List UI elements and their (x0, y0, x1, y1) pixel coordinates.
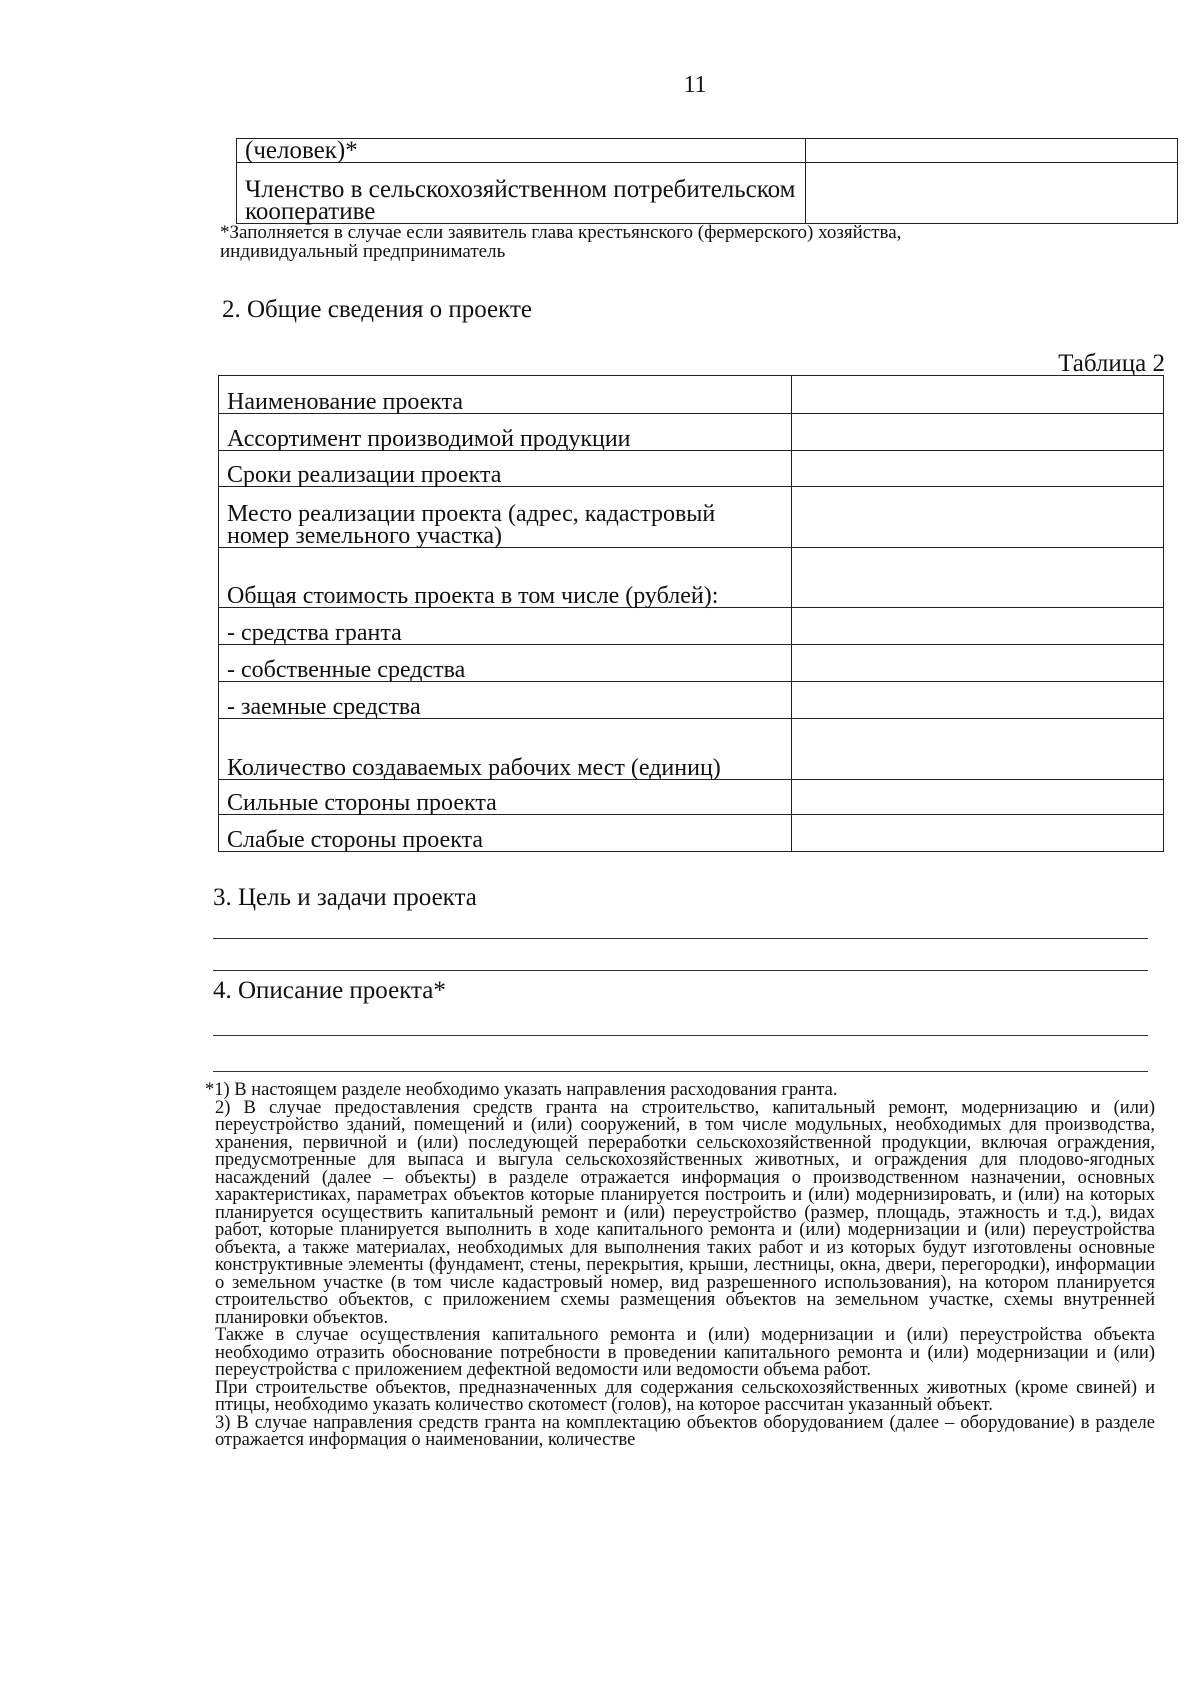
row-value (806, 163, 1178, 224)
section-heading: 4. Описание проекта* (213, 977, 446, 1004)
table-row (237, 163, 1178, 224)
table-row (219, 682, 1164, 719)
table-row (219, 719, 1164, 780)
page-number: 11 (683, 72, 707, 98)
project-info-table (218, 375, 1164, 852)
table-row (219, 608, 1164, 645)
footnote-paragraph: 3) В случае направления средств гранта на комплектацию объектов оборудованием (далее – оборудование) в разделе отражается информация о наименовании, количестве (215, 1412, 1155, 1450)
blank-line (213, 1071, 1148, 1072)
table-row (219, 815, 1164, 852)
blank-line (213, 938, 1148, 939)
footnote-line: *Заполняется в случае если заявитель глава крестьянского (фермерского) хозяйства, (220, 222, 902, 243)
row-value (792, 645, 1164, 682)
row-value (792, 451, 1164, 487)
row-label: Наименование проекта (219, 376, 792, 414)
footnote-paragraph: Также в случае осуществления капитального ремонта и (или) модернизации и (или) переустройства объекта необходимо отразить обоснование потребности в проведении капитального ремонта и (или) модернизации и (или) переустройства с приложением дефектной ведомости или ведомости объема работ. (215, 1325, 1155, 1380)
table-row (219, 414, 1164, 451)
row-value (792, 414, 1164, 451)
row-label: Ассортимент производимой продукции (219, 414, 792, 451)
table-row (219, 645, 1164, 682)
row-label: Сильные стороны проекта (219, 780, 792, 815)
footnote-line: индивидуальный предприниматель (220, 241, 506, 262)
row-value (792, 548, 1164, 608)
row-label: - средства гранта (219, 608, 792, 645)
row-value (792, 719, 1164, 780)
footnote-paragraph: 2) В случае предоставления средств гранта на строительство, капитальный ремонт, модернизацию и (или) переустройство зданий, помещений и (или) сооружений, в том числе модульных, необходимых для производства, хранения, первичной и (или) последующей переработки сельскохозяйственной продукции, включая ограждения, предусмотренные для выпаса и выгула сельскохозяйственных животных, и ограждения для плодово-ягодных насаждений (далее – объекты) в разделе отражается информация о производственном назначении, основных характеристиках, параметрах объектов которые планируется построить и (или) модернизировать, и (или) на которых планируется осуществить капитальный ремонт и (или) переустройство (размер, площадь, этажность и т.д.), видах работ, которые планируется выполнить в ходе капитального ремонта и (или) модернизации и (или) переустройства объекта, а также материалах, необходимых для выполнения таких работ и из которых будут изготовлены основные конструктивные элементы (фундамент, стены, перекрытия, крыши, лестницы, окна, двери, перегородки), информации о земельном участке (в том числе кадастровый номер, вид разрешенного использования), на котором планируется строительство объектов, с приложением схемы размещения объектов на земельном участке, схемы внутренней планировки объектов. (215, 1097, 1155, 1328)
table-row (219, 548, 1164, 608)
table-row (237, 139, 1178, 163)
applicant-info-table (236, 138, 1178, 224)
table-row (219, 780, 1164, 815)
row-value (792, 682, 1164, 719)
blank-line (213, 970, 1148, 971)
table-row (219, 376, 1164, 414)
row-value (792, 608, 1164, 645)
applicant-footnote (220, 223, 1175, 261)
section-heading: 2. Общие сведения о проекте (222, 296, 532, 323)
row-label: Общая стоимость проекта в том числе (рублей): (219, 548, 792, 608)
row-label: - собственные средства (219, 645, 792, 682)
row-value (792, 780, 1164, 815)
table-row (219, 451, 1164, 487)
footnote-paragraph: При строительстве объектов, предназначенных для содержания сельскохозяйственных животных (кроме свиней) и птицы, необходимо указать количество скотомест (голов), на которое рассчитан указанный объект. (215, 1377, 1155, 1415)
row-label: (человек)* (237, 139, 806, 163)
row-label: Членство в сельскохозяйственном потребительском кооперативе (237, 163, 806, 224)
row-label: Место реализации проекта (адрес, кадастровый номер земельного участка) (219, 487, 792, 548)
footnotes (205, 1082, 1155, 1450)
table-row (219, 487, 1164, 548)
section-heading: 3. Цель и задачи проекта (213, 884, 477, 911)
row-value (792, 376, 1164, 414)
blank-line (213, 1035, 1148, 1036)
row-label: Количество создаваемых рабочих мест (единиц) (219, 719, 792, 780)
row-label: Слабые стороны проекта (219, 815, 792, 852)
row-value (792, 815, 1164, 852)
row-label: - заемные средства (219, 682, 792, 719)
table-caption: Таблица 2 (1058, 350, 1165, 377)
row-value (792, 487, 1164, 548)
row-value (806, 139, 1178, 163)
row-label: Сроки реализации проекта (219, 451, 792, 487)
footnote-paragraph: *1) В настоящем разделе необходимо указать направления расходования гранта. (205, 1080, 838, 1100)
